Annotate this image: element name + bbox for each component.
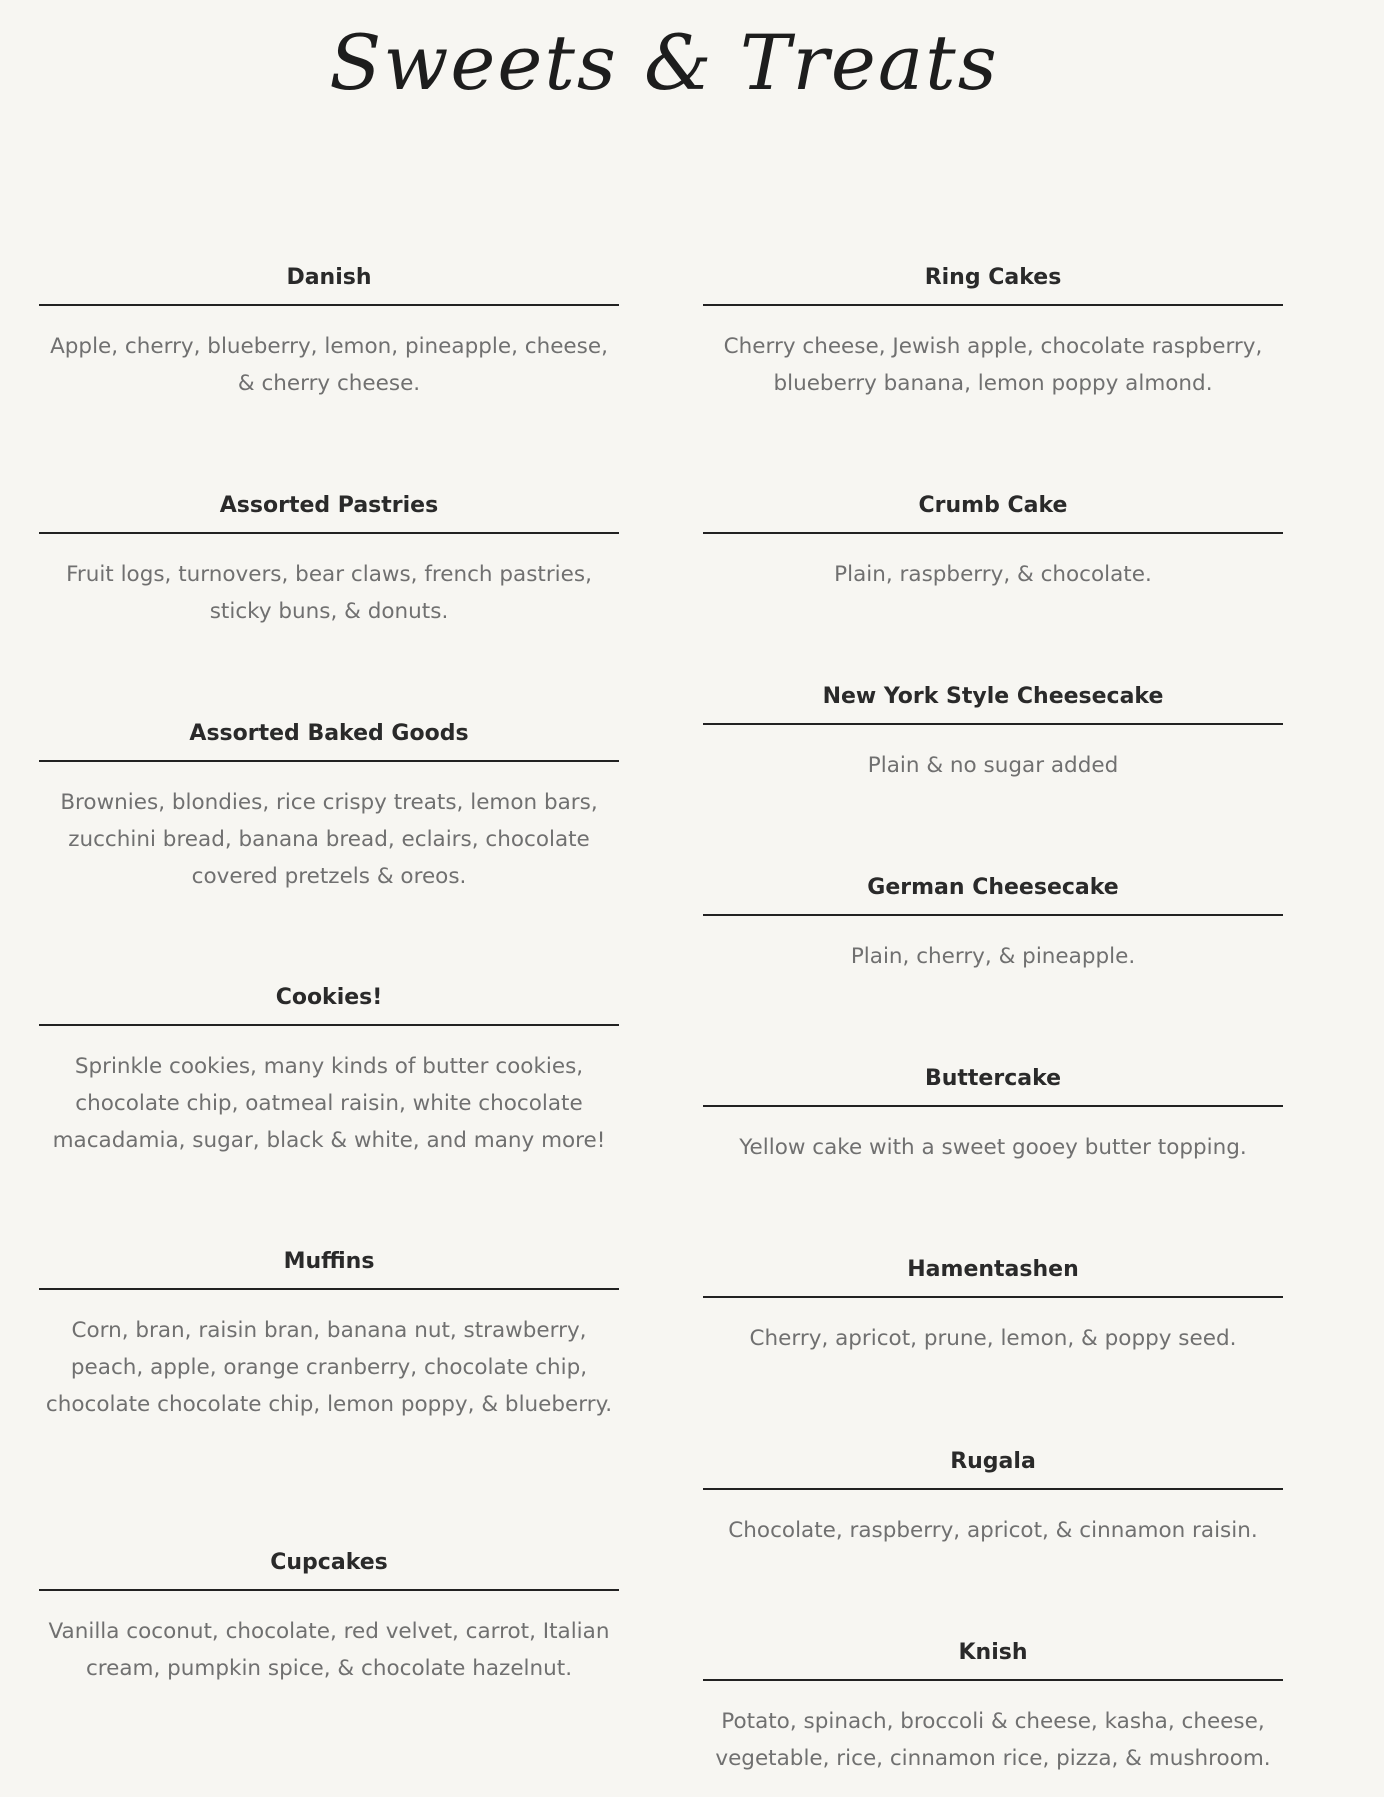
menu-section-ring-cakes [703,262,1283,402]
section-divider [703,1679,1283,1681]
section-divider [39,304,619,306]
menu-title: Sweets & Treats [329,18,999,107]
menu-section-cupcakes [39,1547,619,1687]
section-title: Ring Cakes [924,265,1062,290]
section-divider [703,532,1283,534]
section-description: Potato, spinach, broccoli & cheese, kasha, cheese, vegetable, rice, cinnamon rice, pizza, & mushroom. [715,1709,1271,1771]
section-description: Cherry cheese, Jewish apple, chocolate raspberry, blueberry banana, lemon poppy almond. [723,334,1263,396]
menu-section-danish [39,262,619,402]
section-divider [39,532,619,534]
menu-section-german-cheesecake [703,872,1283,975]
menu-section-knish [703,1637,1283,1777]
section-title: Cupcakes [270,1550,388,1575]
section-title: Danish [286,265,372,290]
section-divider [39,760,619,762]
menu-section-muffins [39,1246,619,1423]
section-divider [39,1024,619,1026]
section-title: Cookies! [275,985,383,1010]
section-title: Crumb Cake [918,493,1068,518]
section-description: Fruit logs, turnovers, bear claws, french pastries, sticky buns, & donuts. [66,562,592,624]
section-description: Vanilla coconut, chocolate, red velvet, carrot, Italian cream, pumpkin spice, & chocolate hazelnut. [48,1619,610,1681]
section-title: Assorted Pastries [219,493,439,518]
section-description: Brownies, blondies, rice crispy treats, lemon bars, zucchini bread, banana bread, eclairs, chocolate covered pretzels & oreos. [60,790,598,889]
menu-section-cookies [39,982,619,1159]
section-title: Knish [958,1640,1028,1665]
section-divider [703,723,1283,725]
menu-section-assorted-pastries [39,490,619,630]
section-description: Plain & no sugar added [867,753,1119,778]
section-description: Plain, raspberry, & chocolate. [834,562,1152,587]
menu-section-buttercake [703,1063,1283,1166]
section-title: Hamentashen [907,1257,1079,1282]
menu-section-new-york-style-cheesecake [703,681,1283,784]
section-description: Chocolate, raspberry, apricot, & cinnamon raisin. [728,1518,1258,1543]
section-title: Buttercake [924,1066,1062,1091]
menu-section-hamentashen [703,1254,1283,1357]
section-title: Muffins [283,1249,375,1274]
section-description: Yellow cake with a sweet gooey butter topping. [739,1135,1247,1160]
section-divider [703,304,1283,306]
menu-section-rugala [703,1446,1283,1549]
menu-section-crumb-cake [703,490,1283,593]
section-description: Apple, cherry, blueberry, lemon, pineapple, cheese, & cherry cheese. [50,334,608,396]
section-divider [703,1296,1283,1298]
section-description: Corn, bran, raisin bran, banana nut, strawberry, peach, apple, orange cranberry, chocolate chip, chocolate chocolate chip, lemon poppy, & blueberry. [45,1318,613,1417]
section-title: New York Style Cheesecake [822,684,1164,709]
section-title: Rugala [950,1449,1036,1474]
section-divider [703,1488,1283,1490]
section-divider [39,1589,619,1591]
section-title: Assorted Baked Goods [189,721,469,746]
menu-section-assorted-baked-goods [39,718,619,895]
section-description: Plain, cherry, & pineapple. [850,944,1136,969]
section-description: Cherry, apricot, prune, lemon, & poppy seed. [749,1326,1237,1351]
section-divider [39,1288,619,1290]
section-divider [703,914,1283,916]
section-title: German Cheesecake [867,875,1119,900]
section-description: Sprinkle cookies, many kinds of butter cookies, chocolate chip, oatmeal raisin, white chocolate macadamia, sugar, black & white, and many more! [52,1054,606,1153]
section-divider [703,1105,1283,1107]
